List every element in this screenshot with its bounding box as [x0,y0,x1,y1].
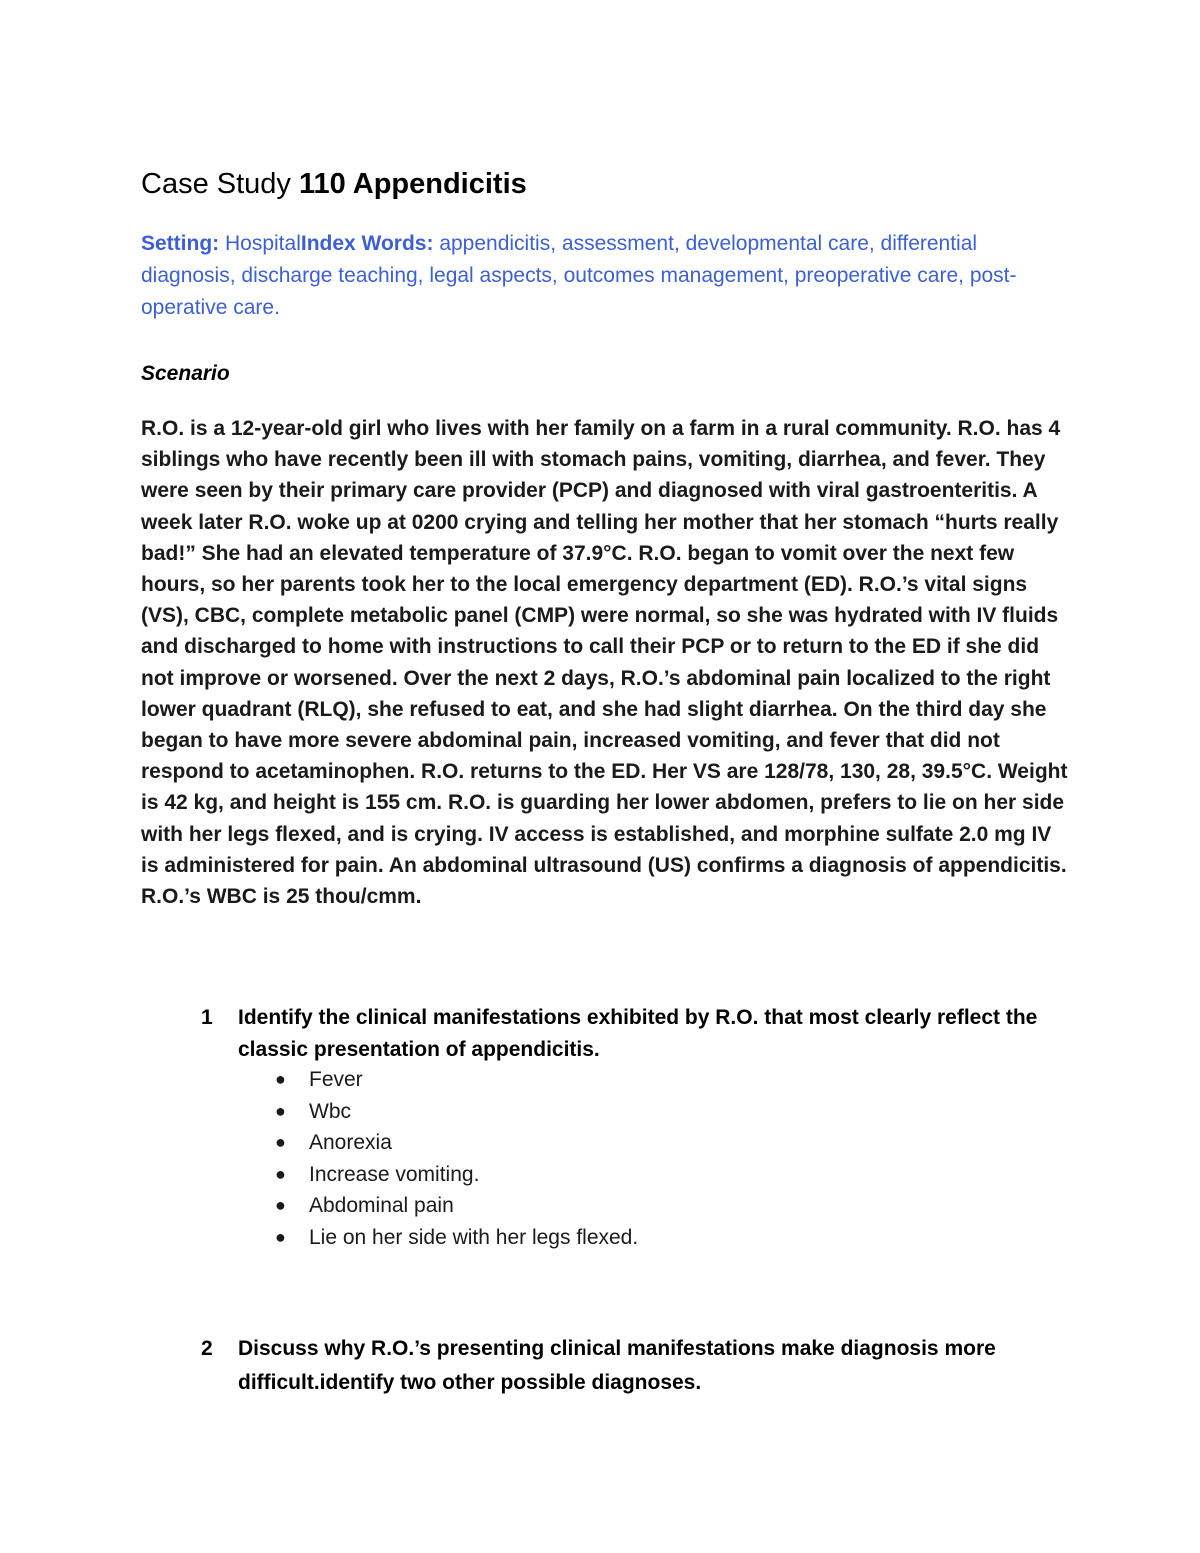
list-item [269,1190,638,1222]
question-2 [201,1332,1061,1400]
list-item [269,1064,638,1096]
scenario-text: R.O. is a 12-year-old girl who lives with her family on a farm in a rural community. R.O. has 4 siblings who have recently been ill with stomach pains, vomiting, diarrhea, and fever. They were seen by their primary care provider (PCP) and diagnosed with viral gastroenteritis. A week later R.O. woke up at 0200 crying and telling her mother that her stomach “hurts really bad!” She had an elevated temperature of 37.9°C. R.O. began to vomit over the next few hours, so her parents took her to the local emergency department (ED). R.O.’s vital signs (VS), CBC, complete metabolic panel (CMP) were normal, so she was hydrated with IV fluids and discharged to home with instructions to call their PCP or to return to the ED if she did not improve or worsened. Over the next 2 days, R.O.’s abdominal pain localized to the right lower quadrant (RLQ), she refused to eat, and she had slight diarrhea. On the third day she began to have more severe abdominal pain, increased vomiting, and fever that did not respond to acetaminophen. R.O. returns to the ED. Her VS are 128/78, 130, 28, 39.5°C. Weight is 42 kg, and height is 155 cm. R.O. is guarding her lower abdomen, prefers to lie on her side with her legs flexed, and is crying. IV access is established, and morphine sulfate 2.0 mg IV is administered for pain. An abdominal ultrasound (US) confirms a diagnosis of appendicitis. R.O.’s WBC is 25 thou/cmm. [141,417,1068,909]
answer-text: Abdominal pain [309,1194,454,1217]
list-item [269,1096,638,1128]
answer-text: Lie on her side with her legs flexed. [309,1225,639,1249]
title-regular: Case Study [141,168,299,200]
bullet-icon: ● [275,1195,286,1215]
question-number: 2 [201,1337,213,1360]
question-1 [201,1002,1061,1065]
document-title [141,166,527,202]
answer-text: Fever [309,1068,363,1091]
bullet-icon: ● [275,1100,286,1121]
bullet-icon: ● [275,1132,286,1152]
scenario-heading: Scenario [141,362,230,385]
question-text: Identify the clinical manifestations exhibited by R.O. that most clearly reflect the classic presentation of appendicitis. [238,1006,1038,1061]
setting-label: Setting: [141,232,220,255]
title-bold: 110 Appendicitis [298,168,527,200]
answer-text: Increase vomiting. [309,1162,480,1186]
setting-value: Hospital [219,232,301,255]
answer-list [269,1064,638,1253]
question-text: Discuss why R.O.’s presenting clinical manifestations make diagnosis more difficult.identify two other possible diagnoses. [238,1337,996,1394]
setting-index-words [141,228,1061,324]
bullet-icon: ● [275,1226,286,1247]
index-words-value: appendicitis, assessment, developmental care, differential diagnosis, discharge teaching, legal aspects, outcomes management, preoperative care, post-operative care. [141,232,1017,319]
answer-text: Anorexia [309,1131,392,1154]
index-words-label: Index Words: [300,232,434,255]
list-item [269,1222,638,1254]
bullet-icon: ● [275,1163,286,1184]
bullet-icon: ● [275,1069,286,1089]
list-item [269,1159,638,1191]
list-item [269,1127,638,1159]
answer-text: Wbc [309,1099,351,1123]
question-number: 1 [201,1006,213,1029]
